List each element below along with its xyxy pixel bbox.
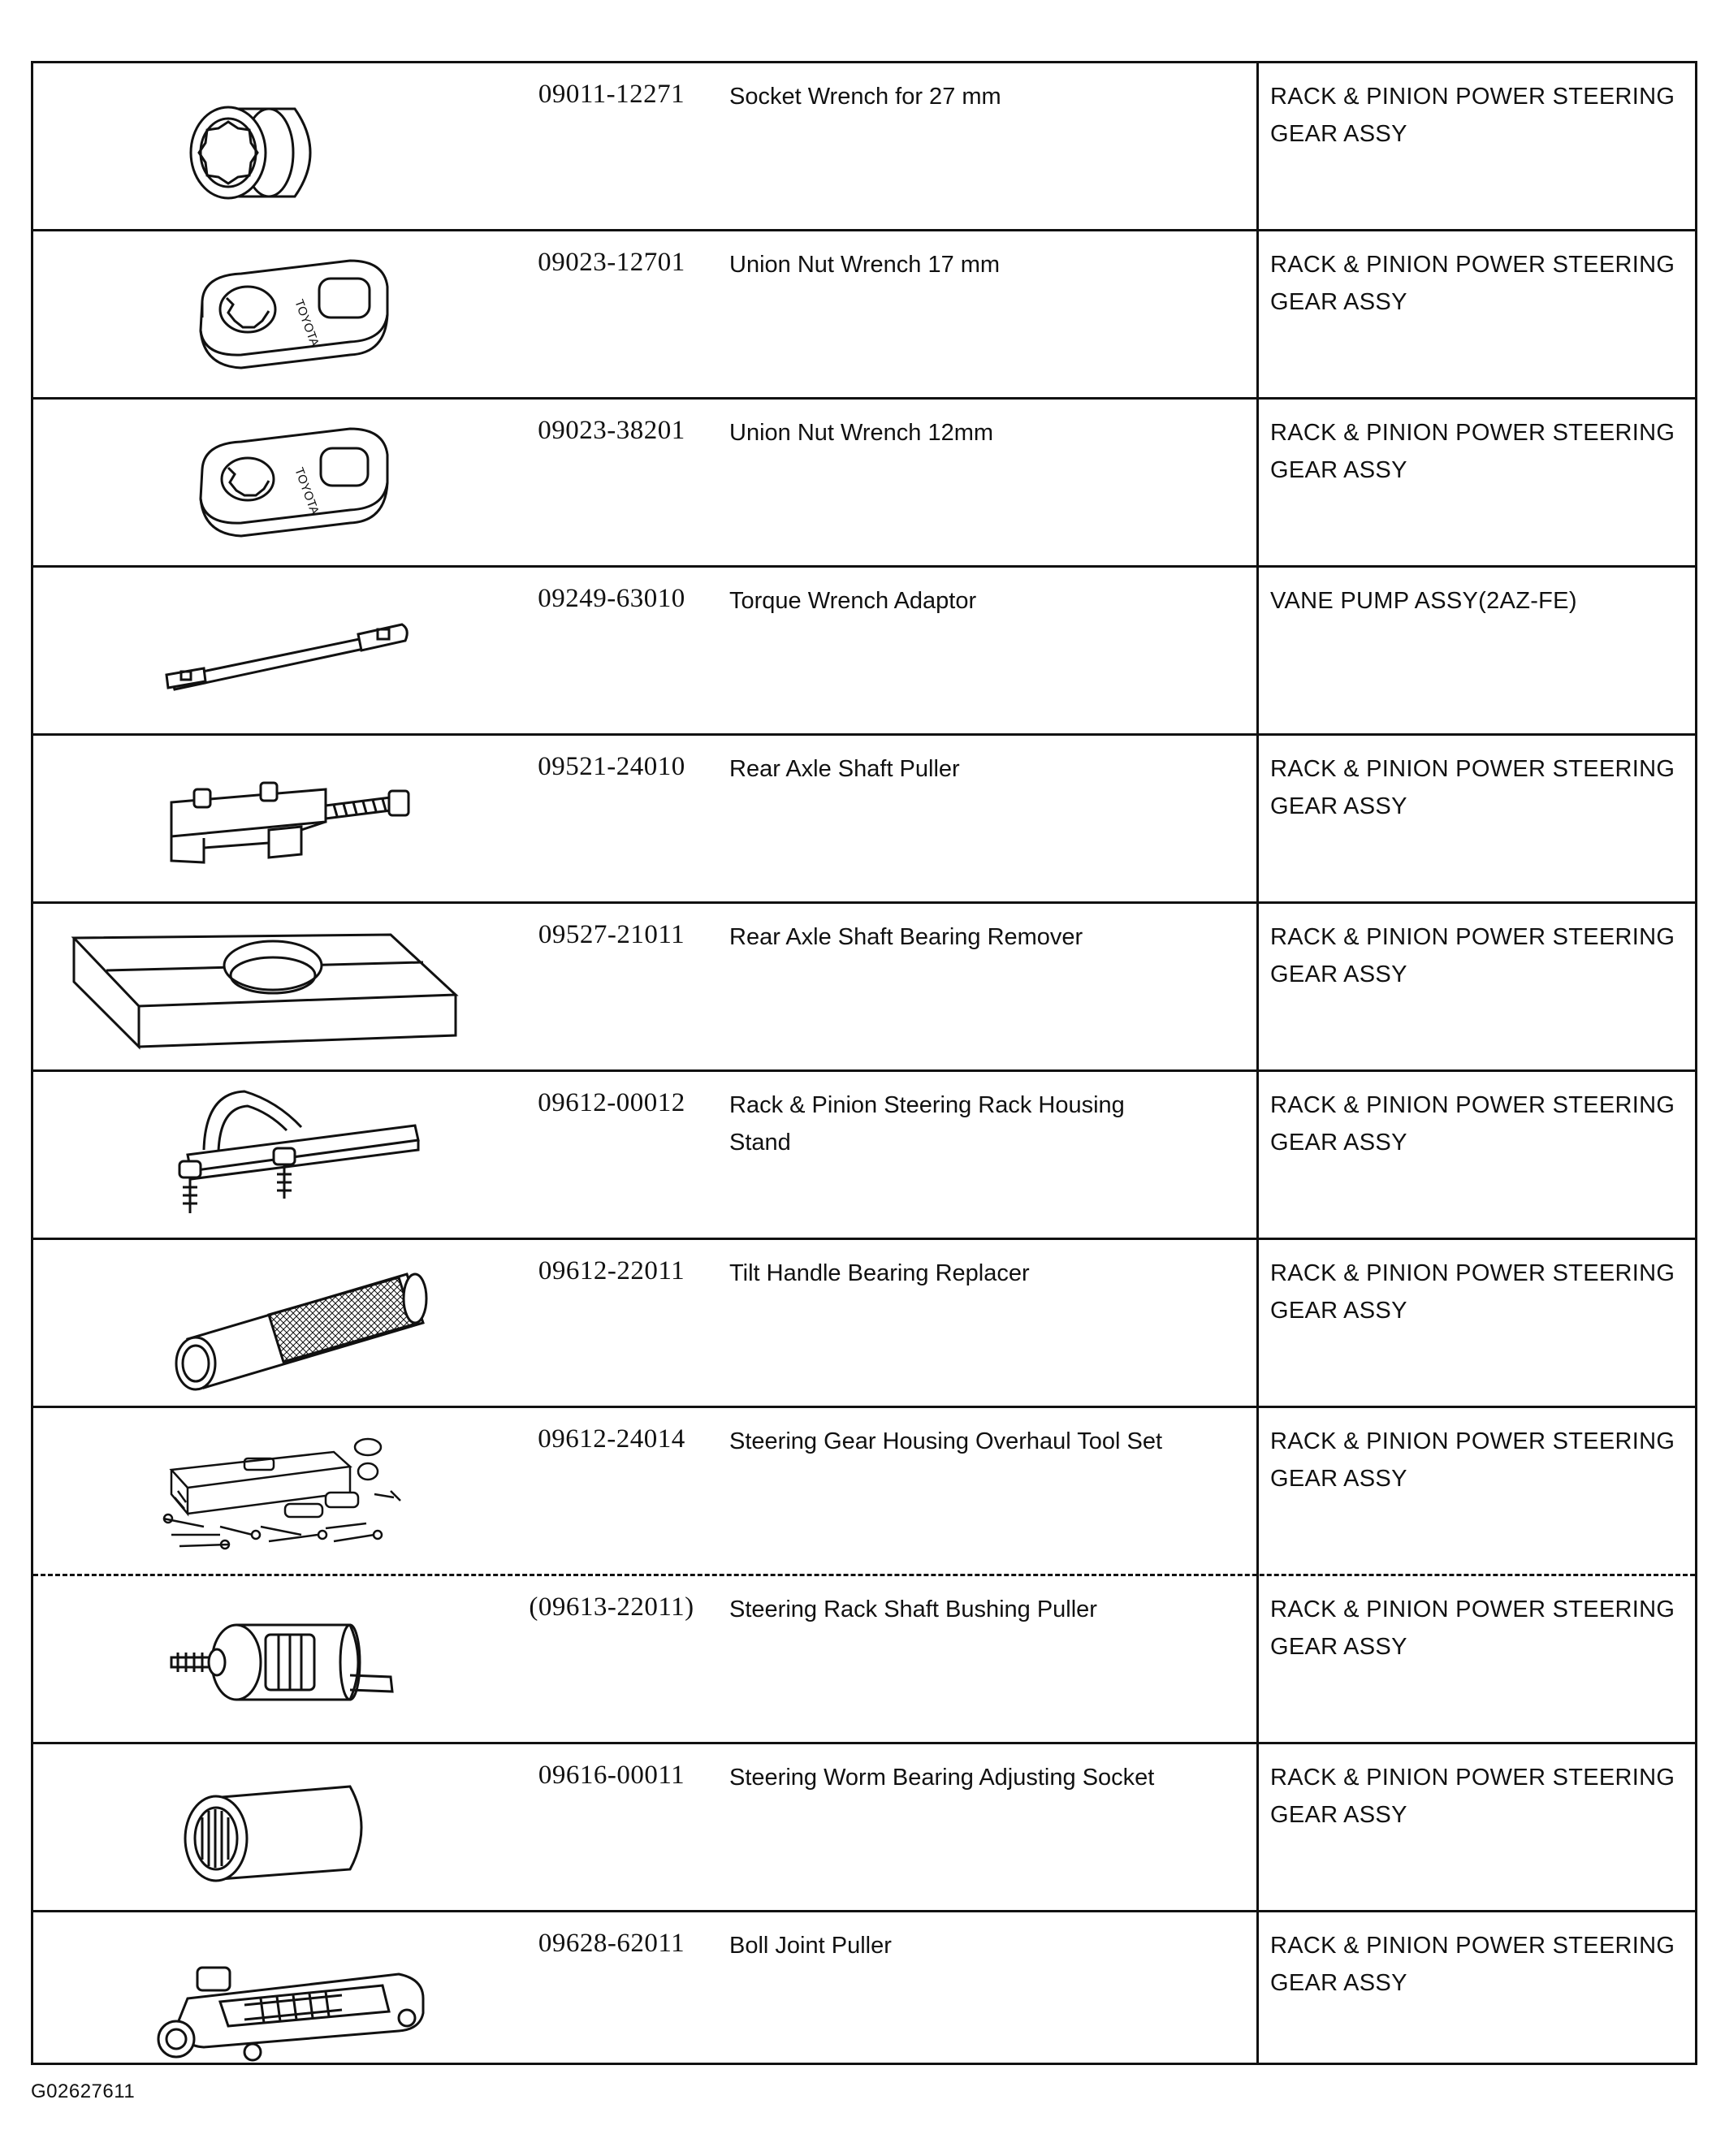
part-number: 09023-38201 bbox=[538, 416, 685, 445]
tool-name: Boll Joint Puller bbox=[729, 1933, 892, 1959]
union-nut-wrench-illustration bbox=[82, 404, 504, 563]
part-number: 09612-00012 bbox=[538, 1088, 685, 1117]
tool-usage: RACK & PINION POWER STEERING GEAR ASSY bbox=[1270, 1428, 1675, 1492]
torque-wrench-adaptor-illustration bbox=[82, 572, 504, 731]
part-number: 09249-63010 bbox=[538, 584, 685, 613]
tool-name: Union Nut Wrench 12mm bbox=[729, 420, 994, 446]
table-row bbox=[33, 904, 1695, 1072]
tool-name: Torque Wrench Adaptor bbox=[729, 588, 977, 614]
tool-name: Rear Axle Shaft Bearing Remover bbox=[729, 924, 1083, 950]
tool-name: Rear Axle Shaft Puller bbox=[729, 756, 960, 782]
tool-name: Union Nut Wrench 17 mm bbox=[729, 252, 1001, 278]
adjusting-socket-illustration bbox=[82, 1749, 504, 1908]
table-row bbox=[33, 1240, 1695, 1408]
table-row bbox=[33, 1408, 1695, 1576]
bearing-remover-plate-illustration bbox=[58, 909, 512, 1067]
tool-usage: RACK & PINION POWER STEERING GEAR ASSY bbox=[1270, 1765, 1675, 1828]
tool-usage: VANE PUMP ASSY(2AZ-FE) bbox=[1270, 588, 1577, 614]
table-row bbox=[33, 1744, 1695, 1912]
tool-name: Steering Rack Shaft Bushing Puller bbox=[729, 1596, 1097, 1622]
bushing-puller-illustration bbox=[82, 1581, 504, 1739]
part-number: 09612-24014 bbox=[538, 1424, 685, 1454]
figure-id: G02627611 bbox=[31, 2080, 136, 2102]
table-row bbox=[33, 400, 1695, 568]
svg-text:TOYOTA: TOYOTA bbox=[292, 297, 322, 349]
table-row bbox=[33, 63, 1695, 231]
part-number: 09527-21011 bbox=[538, 920, 685, 949]
table-row bbox=[33, 1576, 1695, 1744]
tool-usage: RACK & PINION POWER STEERING GEAR ASSY bbox=[1270, 1596, 1675, 1660]
part-number: 09616-00011 bbox=[538, 1761, 685, 1790]
tool-usage: RACK & PINION POWER STEERING GEAR ASSY bbox=[1270, 1933, 1675, 1996]
tool-usage: RACK & PINION POWER STEERING GEAR ASSY bbox=[1270, 1092, 1675, 1156]
part-number: 09011-12271 bbox=[538, 80, 685, 109]
table-row bbox=[33, 736, 1695, 904]
axle-shaft-puller-illustration bbox=[82, 741, 504, 899]
part-number: 09023-12701 bbox=[538, 248, 685, 277]
part-number: 09628-62011 bbox=[538, 1929, 685, 1958]
tool-name: Socket Wrench for 27 mm bbox=[729, 84, 1001, 110]
special-tools-table bbox=[31, 61, 1697, 2065]
tool-usage: RACK & PINION POWER STEERING GEAR ASSY bbox=[1270, 252, 1675, 315]
union-nut-wrench-illustration bbox=[82, 236, 504, 395]
tool-usage: RACK & PINION POWER STEERING GEAR ASSY bbox=[1270, 924, 1675, 987]
overhaul-tool-set-illustration bbox=[82, 1413, 504, 1571]
housing-stand-illustration bbox=[82, 1077, 504, 1235]
tool-name: Steering Worm Bearing Adjusting Socket bbox=[729, 1765, 1155, 1791]
part-number: 09612-22011 bbox=[538, 1256, 685, 1285]
part-number: 09521-24010 bbox=[538, 752, 685, 781]
tool-usage: RACK & PINION POWER STEERING GEAR ASSY bbox=[1270, 420, 1675, 483]
table-row bbox=[33, 231, 1695, 400]
table-row bbox=[33, 1912, 1695, 2080]
tool-name: Rack & Pinion Steering Rack Housing Stand bbox=[729, 1092, 1125, 1156]
tool-name: Steering Gear Housing Overhaul Tool Set bbox=[729, 1428, 1163, 1454]
part-number: (09613-22011) bbox=[529, 1592, 694, 1622]
tool-usage: RACK & PINION POWER STEERING GEAR ASSY bbox=[1270, 84, 1675, 147]
socket-wrench-illustration bbox=[82, 68, 504, 227]
table-row bbox=[33, 1072, 1695, 1240]
table-row bbox=[33, 568, 1695, 736]
bearing-replacer-illustration bbox=[82, 1245, 504, 1403]
tool-usage: RACK & PINION POWER STEERING GEAR ASSY bbox=[1270, 1260, 1675, 1324]
ball-joint-puller-illustration bbox=[82, 1917, 504, 2076]
svg-text:TOYOTA: TOYOTA bbox=[292, 465, 322, 517]
tool-usage: RACK & PINION POWER STEERING GEAR ASSY bbox=[1270, 756, 1675, 819]
tool-name: Tilt Handle Bearing Replacer bbox=[729, 1260, 1030, 1286]
